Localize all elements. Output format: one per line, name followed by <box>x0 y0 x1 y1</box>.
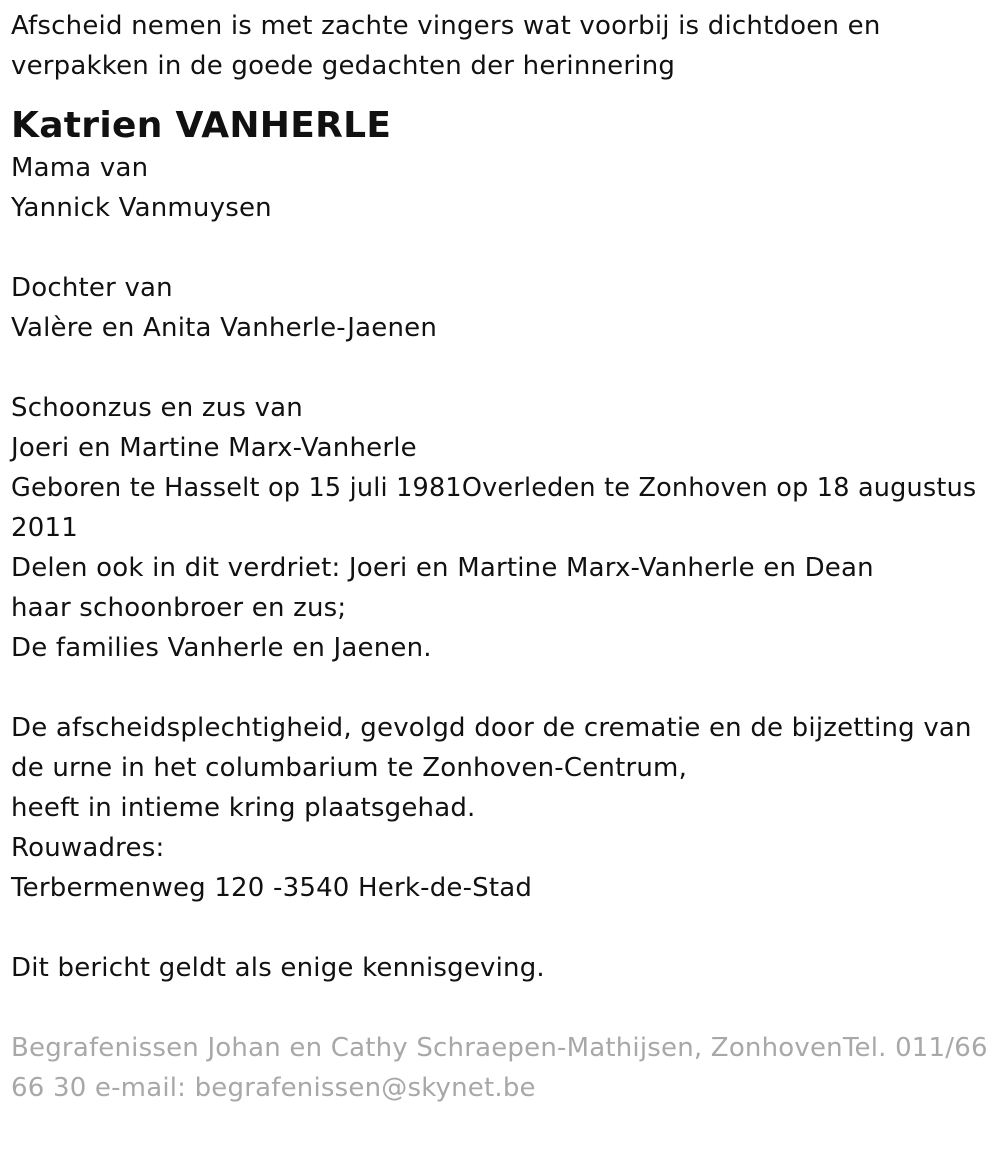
mother-of-label: Mama van <box>11 153 149 183</box>
funeral-home-line-1: Begrafenissen Johan en Cathy Schraepen-Mathijsen, ZonhovenTel. 011/66 <box>11 1033 988 1063</box>
mourning-address-label: Rouwadres: <box>11 833 165 863</box>
daughter-of-names: Valère en Anita Vanherle-Jaenen <box>11 313 438 343</box>
ceremony-line-3: heeft in intieme kring plaatsgehad. <box>11 793 476 823</box>
daughter-of-label: Dochter van <box>11 273 173 303</box>
mourners-line-3: De families Vanherle en Jaenen. <box>11 633 432 663</box>
ceremony-line-1: De afscheidsplechtigheid, gevolgd door de crematie en de bijzetting van <box>11 713 972 743</box>
birth-death-line-2: 2011 <box>11 513 78 543</box>
funeral-home-line-2: 66 30 e-mail: begrafenissen@skynet.be <box>11 1073 536 1103</box>
opening-quote <box>11 6 986 86</box>
mourners-line-2: haar schoonbroer en zus; <box>11 593 347 623</box>
mourning-address: Terbermenweg 120 -3540 Herk-de-Stad <box>11 873 533 903</box>
deceased-name: Katrien VANHERLE <box>11 105 392 146</box>
ceremony-line-2: de urne in het columbarium te Zonhoven-Centrum, <box>11 753 688 783</box>
birth-death-line-1: Geboren te Hasselt op 15 juli 1981Overleden te Zonhoven op 18 augustus <box>11 473 977 503</box>
quote-line-1: Afscheid nemen is met zachte vingers wat voorbij is dichtdoen en <box>11 11 881 41</box>
sister-in-law-label: Schoonzus en zus van <box>11 393 303 423</box>
mother-of-names: Yannick Vanmuysen <box>11 193 272 223</box>
sister-in-law-names: Joeri en Martine Marx-Vanherle <box>11 433 417 463</box>
notice-text: Dit bericht geldt als enige kennisgeving. <box>11 953 545 983</box>
obituary-notice <box>11 6 986 1108</box>
mourners-line-1: Delen ook in dit verdriet: Joeri en Martine Marx-Vanherle en Dean <box>11 553 874 583</box>
quote-line-2: verpakken in de goede gedachten der herinnering <box>11 51 676 81</box>
